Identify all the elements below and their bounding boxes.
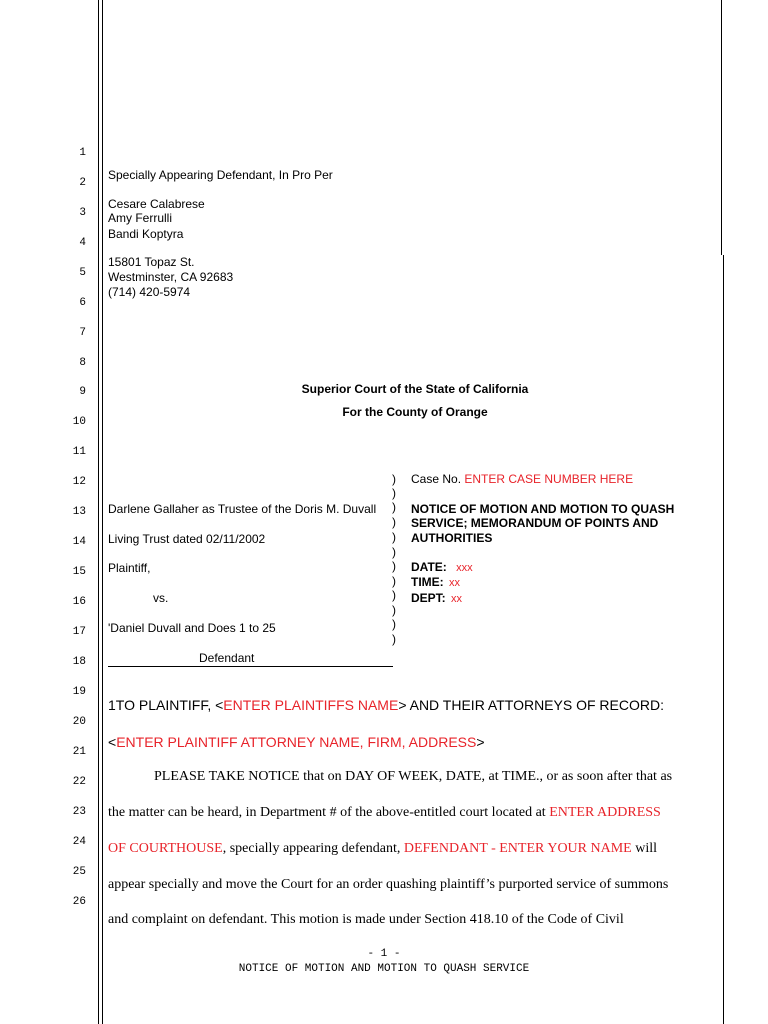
- street-address: 15801 Topaz St.: [108, 255, 195, 269]
- caption-paren: ): [392, 472, 396, 486]
- line-number: 15: [72, 566, 86, 578]
- line-number: 18: [72, 656, 86, 668]
- hearing-dept-label: DEPT:: [411, 591, 446, 605]
- body-text: the matter can be heard, in Department # of the above-entitled court located at: [108, 805, 550, 820]
- caption-paren: ): [392, 500, 396, 514]
- caption-paren: ): [392, 486, 396, 500]
- line-number: 20: [72, 716, 86, 728]
- courthouse-address-placeholder: OF COURTHOUSE: [108, 841, 223, 856]
- body-text: , specially appearing defendant,: [222, 841, 404, 856]
- defendant-role: Defendant: [199, 651, 255, 665]
- party-name: Cesare Calabrese: [108, 197, 205, 211]
- defendant-name: 'Daniel Duvall and Does 1 to 25: [108, 621, 276, 635]
- body-paragraph-line: and complaint on defendant. This motion is made under Section 418.10 of the Code of Civil: [108, 912, 624, 927]
- line-number: 13: [72, 506, 86, 518]
- document-title-line: AUTHORITIES: [411, 531, 493, 545]
- attorney-open: <: [108, 734, 117, 750]
- courthouse-address-placeholder: ENTER ADDRESS: [549, 805, 661, 820]
- caption-paren: ): [392, 632, 396, 646]
- hearing-date-label: DATE:: [411, 560, 447, 574]
- caption-paren: ): [392, 545, 396, 559]
- caption-paren: ): [392, 530, 396, 544]
- page-number: - 1 -: [367, 948, 401, 960]
- plaintiff-name-placeholder: ENTER PLAINTIFFS NAME: [223, 697, 399, 713]
- line-number: 6: [79, 297, 86, 309]
- right-margin-rule-top: [721, 0, 722, 255]
- line-number: 16: [72, 596, 86, 608]
- line-number: 22: [72, 776, 86, 788]
- line-number: 19: [72, 686, 86, 698]
- line-number: 12: [72, 476, 86, 488]
- plaintiff-role: Plaintiff,: [108, 561, 151, 575]
- versus-label: vs.: [153, 591, 169, 605]
- document-title-line: NOTICE OF MOTION AND MOTION TO QUASH: [411, 502, 675, 516]
- plaintiff-trust-line: Living Trust dated 02/11/2002: [108, 532, 266, 546]
- line-number: 1: [79, 147, 86, 159]
- court-county: For the County of Orange: [342, 405, 488, 419]
- line-number: 26: [72, 896, 86, 908]
- hearing-time-value: xx: [449, 577, 461, 589]
- body-paragraph-line: appear specially and move the Court for an order quashing plaintiff’s purported service of summons: [108, 877, 669, 892]
- line-number: 4: [79, 237, 86, 249]
- hearing-dept-value: xx: [451, 593, 463, 605]
- line-number: 7: [79, 327, 86, 339]
- hearing-time-label: TIME:: [411, 575, 444, 589]
- city-address: Westminster, CA 92683: [108, 270, 234, 284]
- left-margin-rule-outer: [98, 0, 99, 1024]
- hearing-date: [411, 560, 473, 575]
- addressee-prefix: 1TO PLAINTIFF, <: [108, 697, 224, 713]
- line-number: 9: [79, 386, 86, 398]
- hearing-time: [411, 575, 460, 590]
- line-number: 8: [79, 357, 86, 369]
- caption-paren: ): [392, 603, 396, 617]
- attorney-placeholder: ENTER PLAINTIFF ATTORNEY NAME, FIRM, ADDRESS: [116, 734, 477, 750]
- line-number: 21: [72, 746, 86, 758]
- body-text: will: [631, 841, 658, 856]
- court-name: Superior Court of the State of California: [301, 382, 529, 396]
- footer-title: NOTICE OF MOTION AND MOTION TO QUASH SERVICE: [238, 963, 530, 975]
- right-margin-rule-bottom: [723, 255, 724, 1024]
- line-number: 3: [79, 207, 86, 219]
- line-number: 24: [72, 836, 86, 848]
- hearing-dept: [411, 591, 462, 606]
- body-paragraph-line: [108, 805, 661, 821]
- left-margin-rule-inner: [102, 0, 103, 1024]
- attorney-close: >: [476, 734, 485, 750]
- plaintiff-name: Darlene Gallaher as Trustee of the Doris M. Duvall: [108, 502, 377, 516]
- case-number-placeholder: ENTER CASE NUMBER HERE: [464, 472, 634, 486]
- attorney-line: [108, 734, 485, 750]
- addressee-suffix: > AND THEIR ATTORNEYS OF RECORD:: [398, 697, 664, 713]
- phone-number: (714) 420-5974: [108, 285, 191, 299]
- caption-paren: ): [392, 559, 396, 573]
- line-number: 25: [72, 866, 86, 878]
- body-paragraph-line: [108, 841, 657, 857]
- caption-paren: ): [392, 617, 396, 631]
- document-title-line: SERVICE; MEMORANDUM OF POINTS AND: [411, 516, 659, 530]
- line-number: 23: [72, 806, 86, 818]
- caption-paren: ): [392, 574, 396, 588]
- body-paragraph-line: PLEASE TAKE NOTICE that on DAY OF WEEK, DATE, at TIME., or as soon after that as: [154, 769, 673, 784]
- line-number: 5: [79, 267, 86, 279]
- appearance-line: Specially Appearing Defendant, In Pro Per: [108, 168, 333, 182]
- caption-underline: [108, 666, 393, 667]
- hearing-date-value: xxx: [456, 562, 473, 574]
- caption-paren: ): [392, 588, 396, 602]
- notice-addressee-line: [108, 697, 664, 713]
- case-number-label: Case No.: [411, 472, 462, 486]
- line-number: 10: [72, 416, 86, 428]
- line-number: 2: [79, 177, 86, 189]
- line-number: 14: [72, 536, 86, 548]
- party-name: Bandi Koptyra: [108, 227, 184, 241]
- line-number: 11: [72, 446, 86, 458]
- line-number: 17: [72, 626, 86, 638]
- caption-paren: ): [392, 515, 396, 529]
- case-number: [411, 472, 633, 486]
- party-name: Amy Ferrulli: [108, 211, 173, 225]
- defendant-name-placeholder: DEFENDANT - ENTER YOUR NAME: [403, 841, 632, 856]
